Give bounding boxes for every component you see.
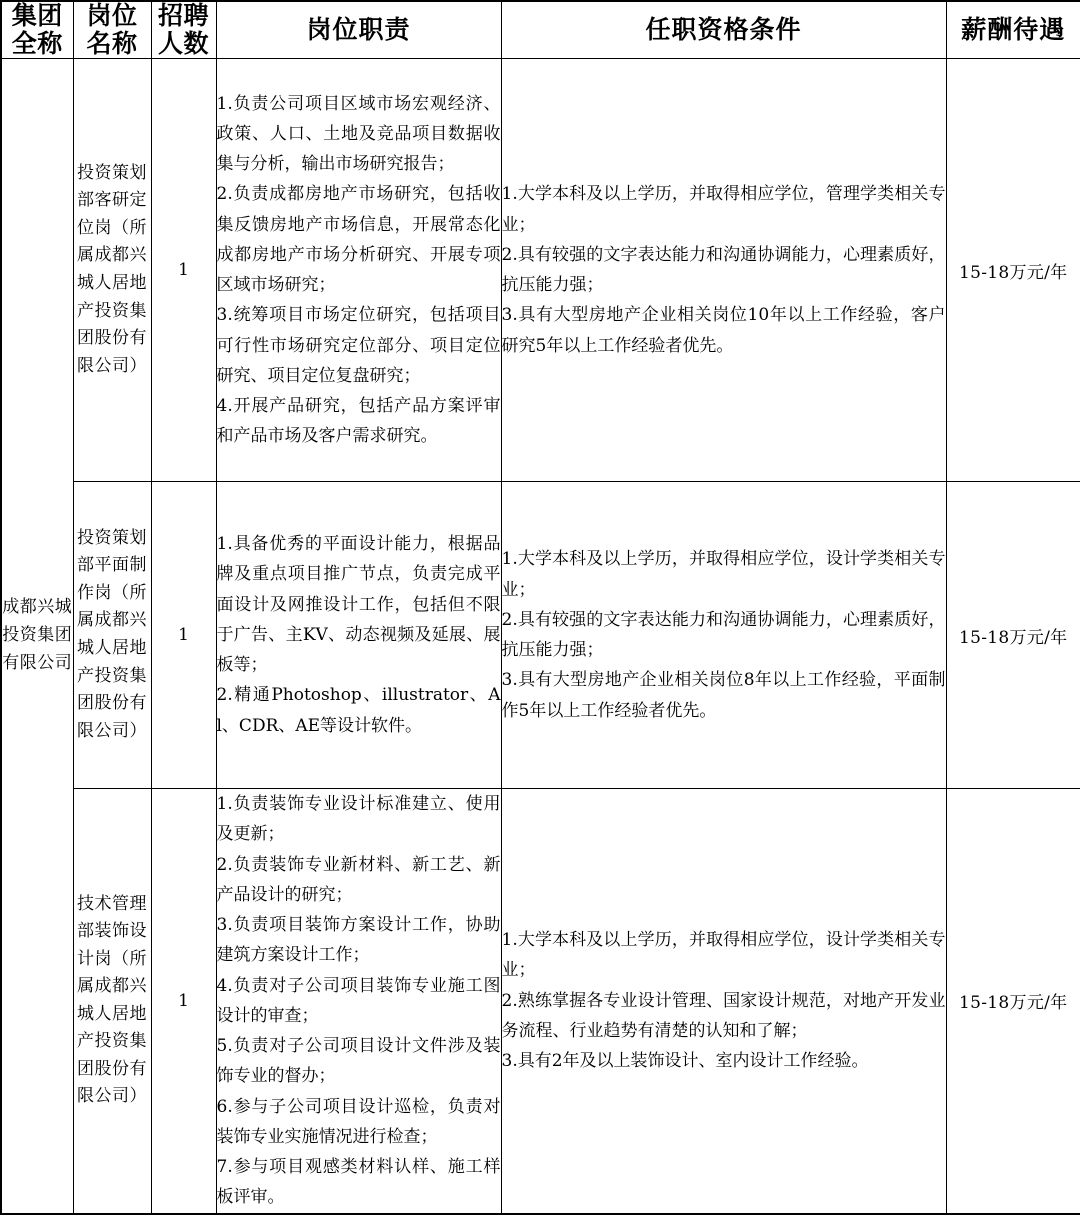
duty-item: 4.开展产品研究，包括产品方案评审和产品市场及客户需求研究。 [216,396,501,447]
column-header-count-line1: 招聘 [157,1,209,30]
duty-item: 2.负责装饰专业新材料、新工艺、新产品设计的研究； [216,854,501,905]
qualification-item: 2.熟练掌握各专业设计管理、国家设计规范，对地产开发业务流程、行业趋势有清楚的认知和了解； [501,990,946,1041]
qualification-item: 1.大学本科及以上学历，并取得相应学位，设计学类相关专业； [501,930,946,981]
column-header-duty: 岗位职责 [216,1,501,59]
qualification-item: 1.大学本科及以上学历，并取得相应学位，管理学类相关专业； [501,184,946,235]
qualification-item: 3.具有2年及以上装饰设计、室内设计工作经验。 [501,1051,869,1072]
cell-headcount: 1 [151,482,216,789]
cell-job-duties [216,789,501,1214]
duty-item: 1.负责装饰专业设计标准建立、使用及更新； [216,794,501,845]
cell-job-duties [216,482,501,789]
column-header-company [1,1,73,59]
cell-job-title: 技术管理部装饰设计岗（所属成都兴城人居地产投资集团股份有限公司） [73,789,151,1214]
duty-item: 1.具备优秀的平面设计能力，根据品牌及重点项目推广节点，负责完成平面设计及网推设计工作，包括但不限于广告、主KV、动态视频及延展、展板等； [216,534,501,676]
cell-headcount: 1 [151,789,216,1214]
qualification-item: 2.具有较强的文字表达能力和沟通协调能力，心理素质好，抗压能力强； [501,609,946,660]
cell-headcount: 1 [151,59,216,482]
table-header [1,1,1080,59]
qualification-item: 2.具有较强的文字表达能力和沟通协调能力，心理素质好，抗压能力强； [501,244,946,295]
column-header-company-line2: 全称 [11,29,63,58]
duty-item: 7.参与项目观感类材料认样、施工样板评审。 [216,1157,501,1208]
cell-job-title: 投资策划部平面制作岗（所属成都兴城人居地产投资集团股份有限公司） [73,482,151,789]
duty-item: 1.负责公司项目区域市场宏观经济、政策、人口、土地及竞品项目数据收集与分析，输出市场研究报告； [216,93,501,174]
qualification-item: 1.大学本科及以上学历，并取得相应学位，设计学类相关专业； [501,549,946,600]
cell-job-title: 投资策划部客研定位岗（所属成都兴城人居地产投资集团股份有限公司） [73,59,151,482]
qualification-item: 3.具有大型房地产企业相关岗位10年以上工作经验，客户研究5年以上工作经验者优先。 [501,305,946,356]
qualification-item: 3.具有大型房地产企业相关岗位8年以上工作经验，平面制作5年以上工作经验者优先。 [501,670,946,721]
column-header-qualification: 任职资格条件 [501,1,946,59]
column-header-title [73,1,151,59]
cell-qualifications [501,482,946,789]
table-row [1,789,1080,1214]
duty-item: 4.负责对子公司项目装饰专业施工图设计的审查； [216,975,501,1026]
column-header-company-line1: 集团 [11,1,63,30]
duty-item: 5.负责对子公司项目设计文件涉及装饰专业的督办； [216,1036,501,1087]
duty-item: 6.参与子公司项目设计巡检，负责对装饰专业实施情况进行检查； [216,1096,501,1147]
column-header-title-line1: 岗位 [86,1,138,30]
column-header-salary: 薪酬待遇 [946,1,1080,59]
duty-item: 2.精通Photoshop、illustrator、Al、CDR、AE等设计软件。 [216,685,501,736]
cell-salary: 15-18万元/年 [946,59,1080,482]
cell-job-duties [216,59,501,482]
column-header-count-line2: 人数 [157,29,209,58]
column-header-title-line2: 名称 [86,29,138,58]
duty-item: 3.负责项目装饰方案设计工作，协助建筑方案设计工作； [216,915,501,966]
duty-item: 3.统筹项目市场定位研究，包括项目可行性市场研究定位部分、项目定位研究、项目定位复盘研究； [216,305,501,386]
cell-qualifications [501,59,946,482]
cell-qualifications [501,789,946,1214]
table-row [1,482,1080,789]
duty-item: 2.负责成都房地产市场研究，包括收集反馈房地产市场信息，开展常态化成都房地产市场分析研究、开展专项区域市场研究； [216,184,501,295]
cell-salary: 15-18万元/年 [946,789,1080,1214]
header-row [1,1,1080,59]
cell-salary: 15-18万元/年 [946,482,1080,789]
cell-company-name: 成都兴城投资集团有限公司 [1,59,73,1214]
table-body [1,59,1080,1214]
column-header-count [151,1,216,59]
table-row [1,59,1080,482]
